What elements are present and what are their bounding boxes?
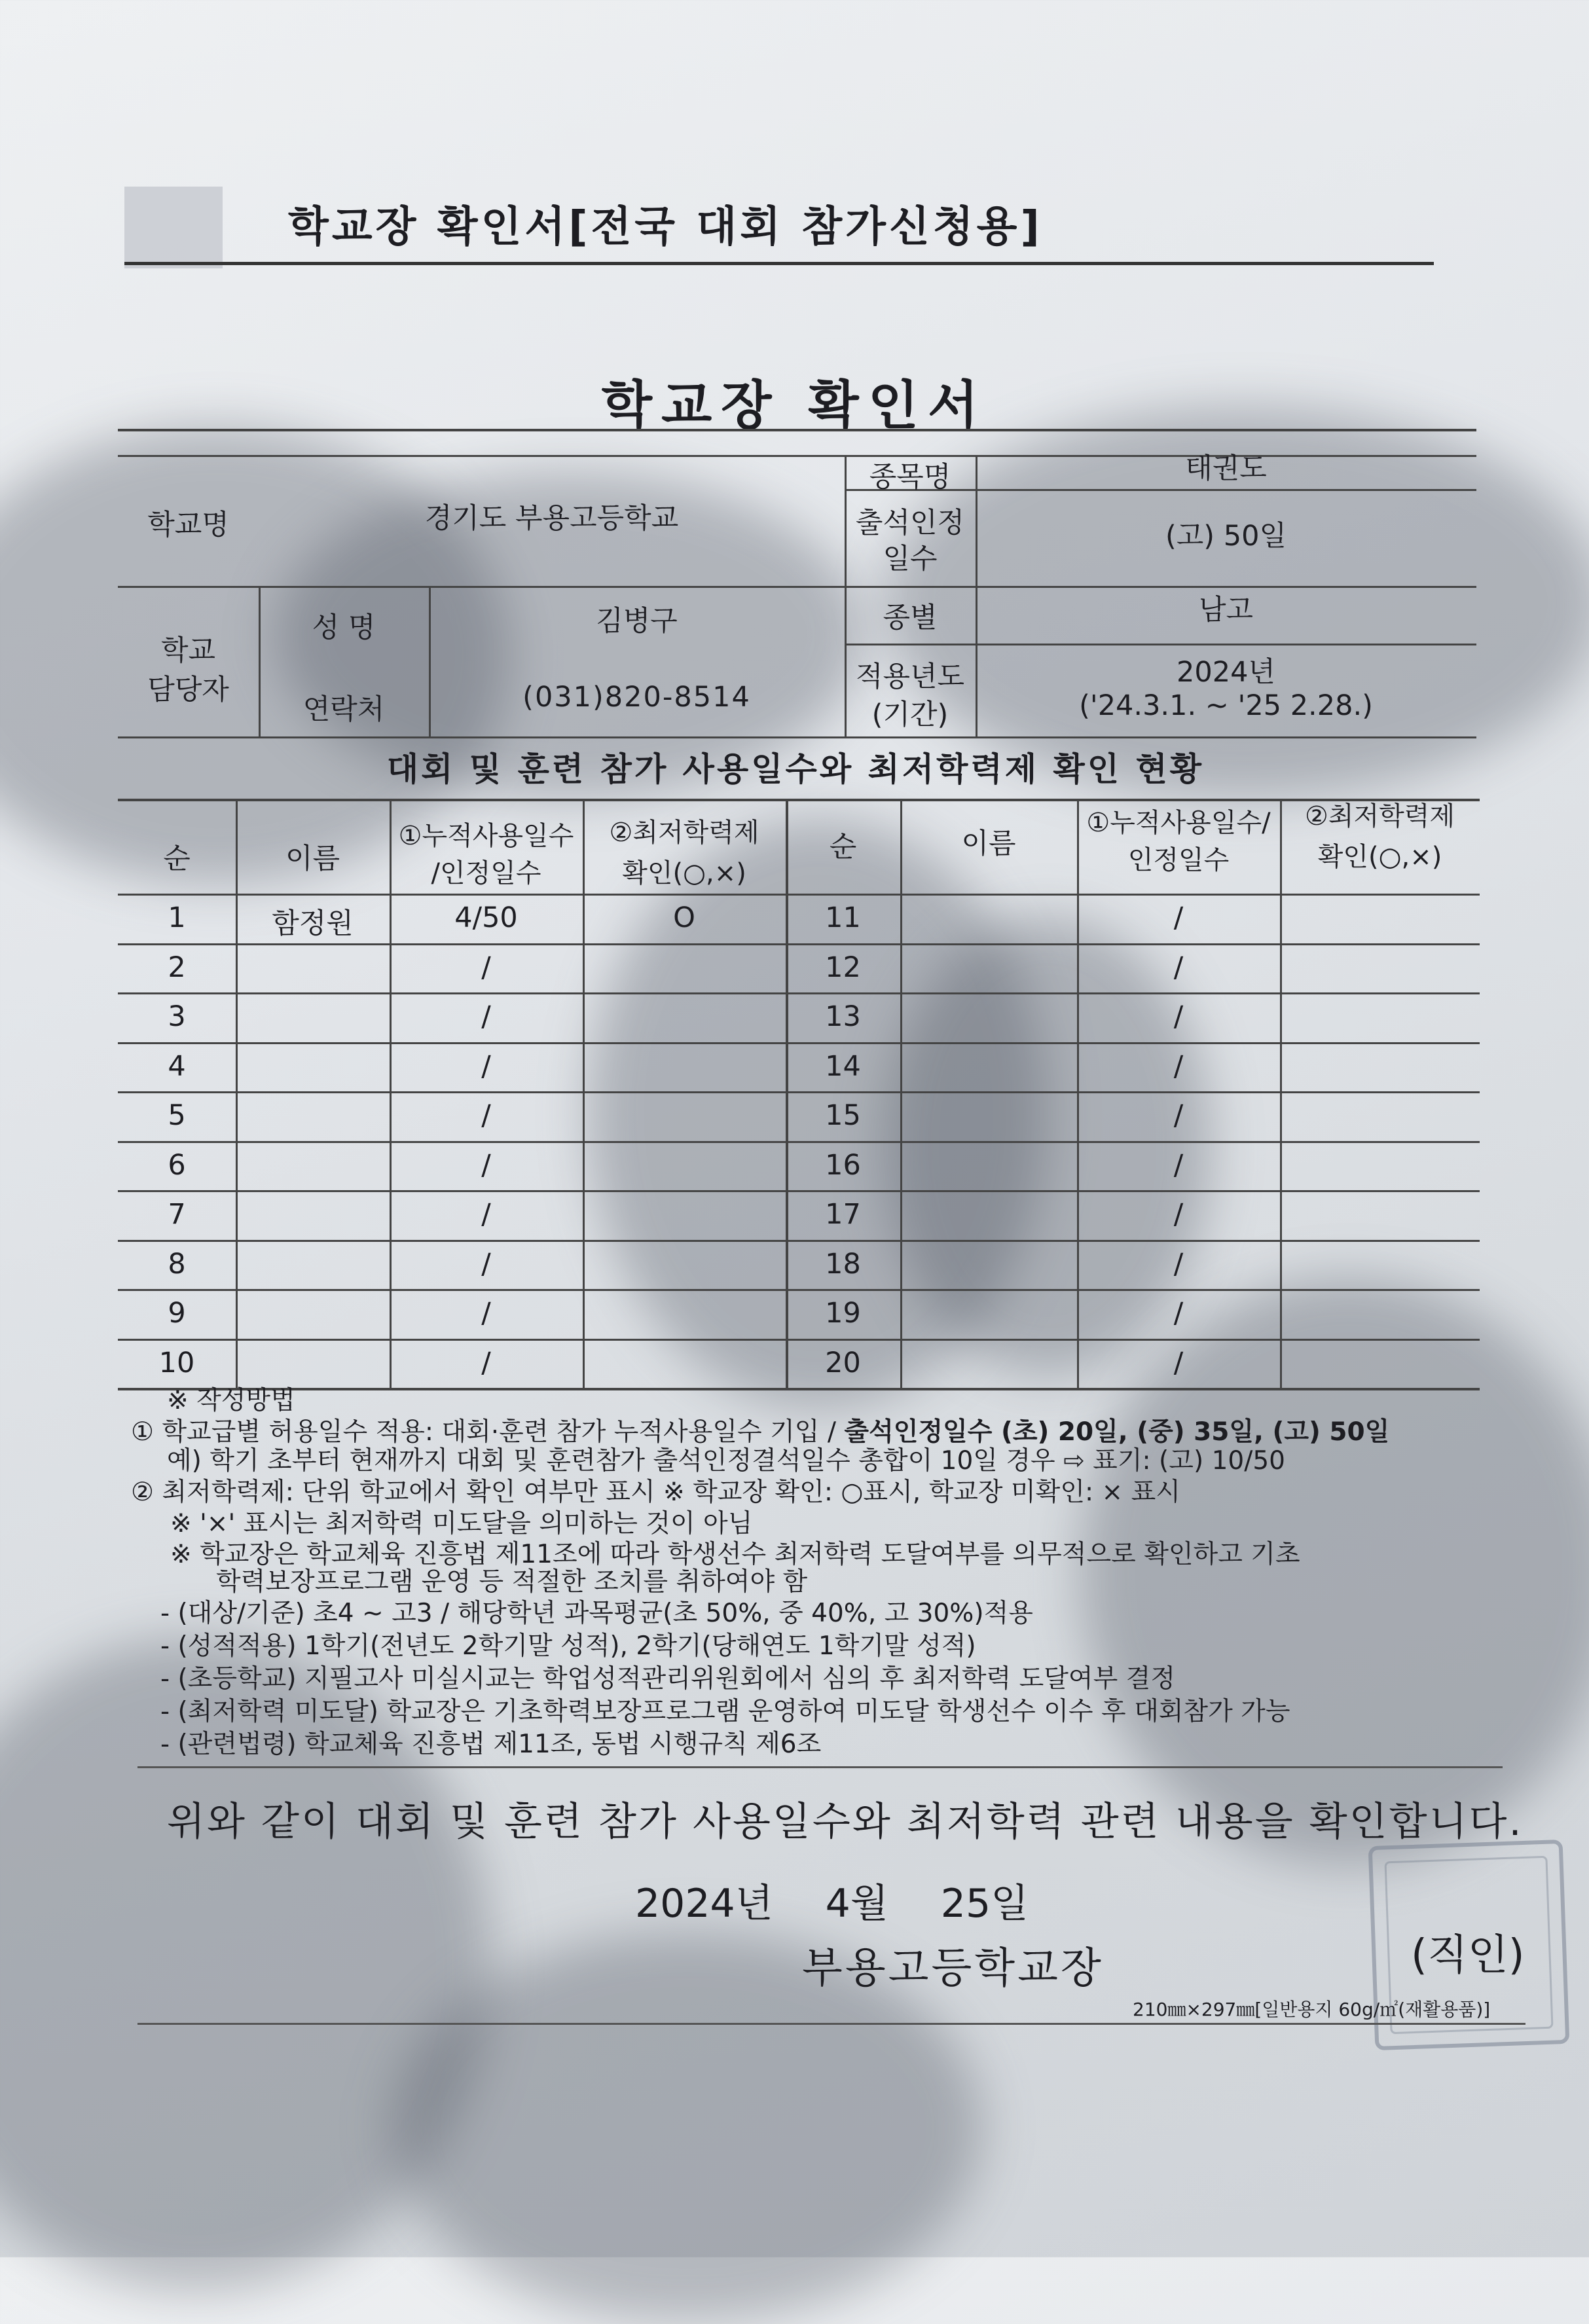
cell-days-right: /	[1173, 951, 1184, 984]
date-day: 25일	[940, 1881, 1029, 1927]
bottom-rule	[137, 2023, 1525, 2025]
row-rule	[118, 1141, 786, 1143]
cell-days-right: /	[1173, 901, 1184, 934]
form-title: 학교장 확인서	[601, 375, 988, 436]
period-label-1: 적용년도	[855, 661, 965, 693]
cell-days-right: /	[1173, 1346, 1184, 1379]
period-label-2: (기간)	[871, 699, 949, 731]
cell-no-left: 3	[168, 1000, 186, 1033]
cell-no-left: 5	[168, 1099, 186, 1132]
cell-days-left: /	[481, 951, 491, 984]
cell-no-right: 18	[825, 1247, 861, 1280]
attendance-label-2: 일수	[883, 543, 938, 575]
cell-days-left: /	[481, 1148, 491, 1182]
cell-no-left: 9	[168, 1297, 186, 1330]
cell-no-left: 4	[168, 1049, 186, 1083]
row-rule	[786, 1240, 1480, 1242]
col-header-days-right-2: 인정일수	[1127, 845, 1230, 875]
note-1-text: ① 학교급별 허용일수 적용: 대회·훈련 참가 누적사용일수 기입 /	[131, 1417, 845, 1447]
col-header-days-right-1: ①누적사용일수/	[1086, 808, 1271, 838]
note-1-example: 예) 학기 초부터 현재까지 대회 및 훈련참가 출석인정결석일수 총합이 10일 경우 ⇨ 표기: (고) 10/50	[167, 1446, 1285, 1476]
cell-no-left: 6	[168, 1148, 186, 1182]
date-month: 4월	[825, 1881, 888, 1927]
row-rule	[118, 1339, 786, 1341]
school-name-label: 학교명	[147, 509, 229, 541]
cell-days-left: /	[481, 1049, 491, 1083]
note-1-bold: 출석인정일수 (초) 20일, (중) 35일, (고) 50일	[844, 1417, 1390, 1447]
cell-no-right: 14	[825, 1049, 861, 1083]
cell-days-left: /	[481, 1099, 491, 1132]
cell-days-right: /	[1173, 1297, 1184, 1330]
col-header-name: 이름	[285, 843, 340, 875]
cell-days-left: /	[481, 1000, 491, 1033]
cell-days-right: /	[1173, 1049, 1184, 1083]
col-header-check-right-2: 확인(○,×)	[1317, 842, 1442, 872]
period-value: ('24.3.1. ~ '25 2.28.)	[1079, 689, 1373, 722]
cell-days-right: /	[1173, 1148, 1184, 1182]
row-rule	[786, 992, 1480, 994]
contact-value: (031)820-8514	[522, 681, 751, 714]
note-1	[131, 1419, 1389, 1445]
row-rule	[118, 1240, 786, 1242]
col-header-days-2: /인정일수	[431, 858, 541, 888]
manager-label-2: 담당자	[147, 674, 229, 706]
cell-days-left: /	[481, 1297, 491, 1330]
note-2-sub-2b: 학력보장프로그램 운영 등 적절한 조치를 취하여야 함	[216, 1567, 808, 1597]
cell-days-right: /	[1173, 1099, 1184, 1132]
detail-3: - (초등학교) 지필고사 미실시교는 학업성적관리위원회에서 심의 후 최저학력 도달여부 결정	[160, 1664, 1176, 1694]
col-header-days-1: ①누적사용일수	[398, 821, 574, 851]
col-header-no: 순	[163, 843, 191, 875]
cell-check-left: O	[673, 901, 695, 934]
col-header-check-right-1: ②최저학력제	[1304, 801, 1455, 831]
header-title: 학교장 확인서[전국 대회 참가신청용]	[288, 203, 1043, 251]
note-2: ② 최저학력제: 단위 학교에서 확인 여부만 표시 ※ 학교장 확인: ○표시, 학교장 미확인: × 표시	[131, 1478, 1180, 1507]
seal-note: (직인)	[1411, 1931, 1525, 1980]
note-2-sub-1: ※ '×' 표시는 최저학력 미도달을 의미하는 것이 아님	[170, 1509, 753, 1538]
paper-spec: 210㎜×297㎜[일반용지 60g/㎡(재활용품)]	[1133, 1999, 1491, 2020]
cell-days-left: /	[481, 1198, 491, 1231]
date-line	[635, 1872, 1029, 1929]
confirmation-text: 위와 같이 대회 및 훈련 참가 사용일수와 최저학력 관련 내용을 확인합니다.	[167, 1799, 1524, 1845]
gender-label: 종별	[883, 602, 938, 634]
notes-rule	[137, 1766, 1503, 1768]
cell-days-right: /	[1173, 1000, 1184, 1033]
detail-2: - (성적적용) 1학기(전년도 2학기말 성적), 2학기(당해연도 1학기말 성적)	[160, 1631, 976, 1661]
cell-no-right: 11	[825, 901, 861, 934]
cell-no-left: 1	[168, 901, 186, 934]
cell-no-right: 17	[825, 1198, 861, 1231]
col-header-check-2: 확인(○,×)	[622, 858, 746, 888]
detail-1: - (대상/기준) 초4 ~ 고3 / 해당학년 과목평균(초 50%, 중 40%, 고 30%)적용	[160, 1599, 1033, 1628]
row-rule	[786, 943, 1480, 945]
manager-name-label: 성 명	[312, 611, 376, 644]
row-rule	[786, 1339, 1480, 1341]
cell-no-right: 13	[825, 1000, 861, 1033]
date-year: 2024년	[635, 1881, 773, 1927]
cell-no-right: 15	[825, 1099, 861, 1132]
detail-4: - (최저학력 미도달) 학교장은 기초학력보장프로그램 운영하여 미도달 학생선수 이수 후 대회참가 가능	[160, 1697, 1290, 1726]
notes-heading: ※ 작성방법	[167, 1386, 295, 1415]
attendance-label-1: 출석인정	[855, 507, 965, 539]
col-header-no-right: 순	[829, 831, 857, 863]
cell-name-left: 함정원	[272, 907, 354, 940]
contact-label: 연락처	[302, 693, 385, 726]
row-rule	[786, 1042, 1480, 1044]
cell-days-left: /	[481, 1247, 491, 1280]
cell-days-right: /	[1173, 1198, 1184, 1231]
cell-no-right: 19	[825, 1297, 861, 1330]
year-value: 2024년	[1177, 656, 1275, 689]
row-rule	[786, 1091, 1480, 1093]
row-rule	[786, 1289, 1480, 1291]
row-rule	[786, 1190, 1480, 1192]
note-2-sub-2: ※ 학교장은 학교체육 진흥법 제11조에 따라 학생선수 최저학력 도달여부를 의무적으로 확인하고 기초	[170, 1540, 1300, 1569]
principal-title: 부용고등학교장	[802, 1944, 1104, 1993]
row-rule	[118, 1289, 786, 1291]
section-title: 대회 및 훈련 참가 사용일수와 최저학력제 확인 현황	[386, 750, 1205, 788]
cell-no-right: 16	[825, 1148, 861, 1182]
cell-no-left: 7	[168, 1198, 186, 1231]
row-rule	[118, 1190, 786, 1192]
header-rule	[124, 262, 1434, 265]
sport-value: 태권도	[1185, 452, 1267, 485]
gender-value: 남고	[1198, 594, 1254, 626]
cell-days-right: /	[1173, 1247, 1184, 1280]
cell-no-right: 12	[825, 951, 861, 984]
row-rule	[118, 1042, 786, 1044]
cell-days-left: /	[481, 1346, 491, 1379]
manager-name-value: 김병구	[596, 605, 678, 638]
cell-no-right: 20	[825, 1346, 861, 1379]
sport-label: 종목명	[869, 461, 951, 494]
cell-days-left: 4/50	[454, 901, 518, 934]
col-header-check-1: ②최저학력제	[609, 818, 759, 848]
cell-no-left: 2	[168, 951, 186, 984]
header-tab-decoration	[124, 187, 223, 268]
attendance-value: (고) 50일	[1165, 520, 1287, 553]
cell-no-left: 10	[158, 1346, 195, 1379]
row-rule	[786, 1141, 1480, 1143]
school-name-value: 경기도 부용고등학교	[424, 502, 679, 535]
manager-label-1: 학교	[160, 634, 216, 667]
detail-5: - (관련법령) 학교체육 진흥법 제11조, 동법 시행규칙 제6조	[160, 1730, 822, 1759]
cell-no-left: 8	[168, 1247, 186, 1280]
col-header-name-right: 이름	[961, 827, 1016, 860]
row-rule	[118, 943, 786, 945]
row-rule	[118, 992, 786, 994]
row-rule	[118, 1091, 786, 1093]
